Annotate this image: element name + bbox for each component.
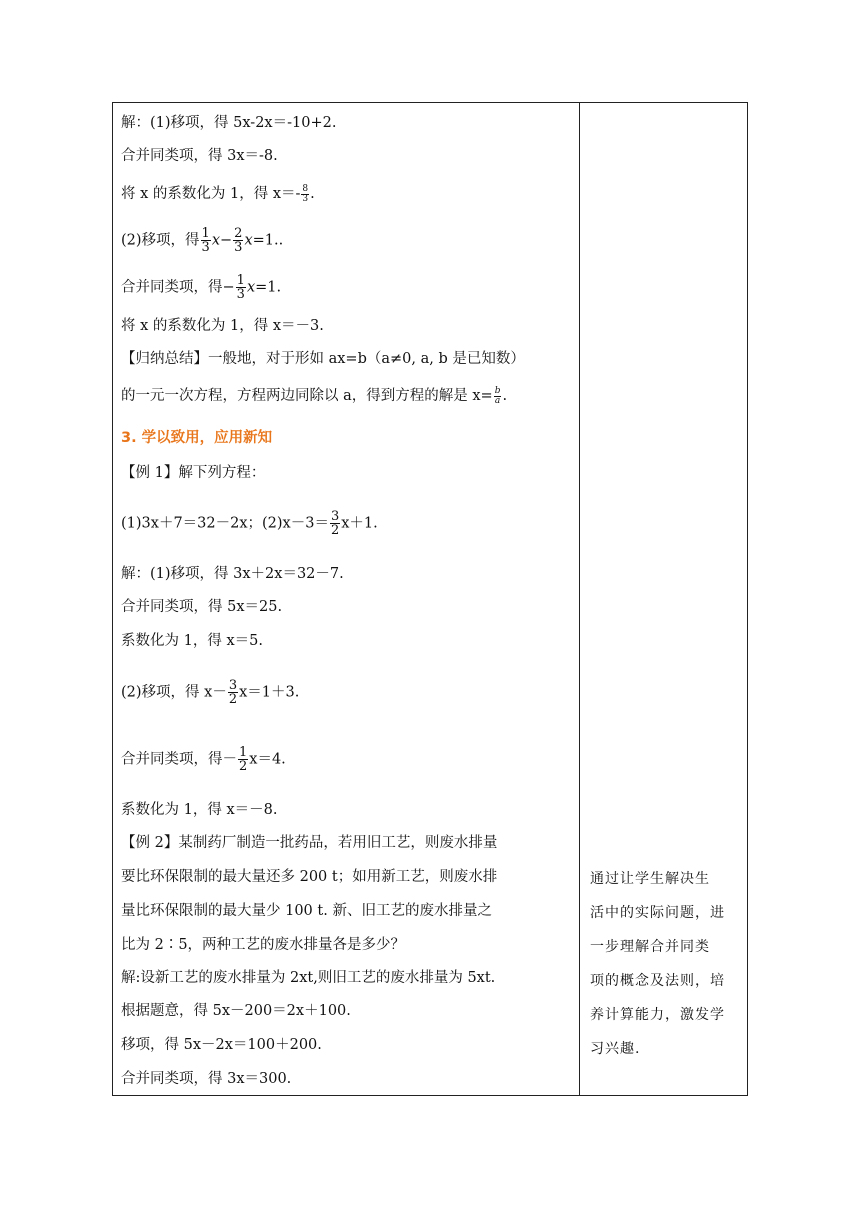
example2-solution-line4: 合并同类项，得 3x＝300. [121,1071,292,1087]
fraction: $\frac{3}{2}$ [228,678,238,707]
solution1-line3: 将 x 的系数化为 1，得 x＝- $\frac{8}{3}$ . [121,183,315,204]
side-note-line: 一步理解合并同类 [590,939,710,955]
example2-solution-line3: 移项，得 5x－2x＝100＋200. [121,1037,322,1053]
section-heading: 3. 学以致用，应用新知 [121,430,273,446]
solution1-line1: 解：(1)移项，得 5x-2x＝-10+2. [121,115,337,131]
lesson-table [112,102,748,1096]
example1-solution-line4: (2)移项，得 x－ $\frac{3}{2}$ x＝1＋3. [121,678,300,707]
side-note-line: 习兴趣. [590,1041,641,1057]
fraction: $\frac{1}{3}$ [236,273,245,302]
side-note-line: 活中的实际问题，进 [590,905,725,921]
fraction: $\frac{1}{2}$ [239,745,248,774]
solution1-line6: 将 x 的系数化为 1，得 x＝－3. [121,318,324,334]
example2-problem-line2: 要比环保限制的最大量还多 200 t；如用新工艺，则废水排 [121,869,498,885]
example1-solution-line3: 系数化为 1，得 x＝5. [121,633,263,649]
column-divider [579,103,580,1095]
example2-problem-line3: 量比环保限制的最大量少 100 t. 新、旧工艺的废水排量之 [121,903,492,919]
solution1-line5: 合并同类项，得− $\frac{1}{3}$ x=1. [121,273,282,302]
example1-solution-line5: 合并同类项，得－ $\frac{1}{2}$ x＝4. [121,745,286,774]
fraction: $\frac{2}{3}$ [234,226,243,255]
side-note-line: 养计算能力，激发学 [590,1007,725,1023]
example1-solution-line6: 系数化为 1，得 x＝－8. [121,802,278,818]
side-note-line: 项的概念及法则，培 [590,973,725,989]
example1-problems: (1)3x＋7＝32－2x；(2)x－3＝ $\frac{3}{2}$ x＋1. [121,509,378,538]
solution1-line4: (2)移项，得 $\frac{1}{3}$ x− $\frac{2}{3}$ x=1.. [121,226,284,255]
fraction: $\frac{3}{2}$ [330,509,340,538]
example1-solution-line1: 解：(1)移项，得 3x＋2x＝32－7. [121,566,344,582]
example2-problem-line4: 比为 2∶5，两种工艺的废水排量各是多少？ [121,937,406,953]
solution1-line2: 合并同类项，得 3x＝-8. [121,148,278,164]
example1-solution-line2: 合并同类项，得 5x＝25. [121,599,283,615]
summary-line2: 的一元一次方程，方程两边同除以 a，得到方程的解是 x= $\frac{b}{a}$ . [121,385,508,406]
fraction: $\frac{b}{a}$ [494,385,501,406]
example2-problem-line1: 【例 2】某制药厂制造一批药品，若用旧工艺，则废水排量 [121,835,498,851]
summary-line1: 【归纳总结】一般地，对于形如 ax=b（a≠0, a, b 是已知数） [121,351,525,367]
fraction: $\frac{1}{3}$ [201,226,210,255]
side-note-line: 通过让学生解决生 [590,871,710,887]
example2-solution-line1: 解:设新工艺的废水排量为 2xt,则旧工艺的废水排量为 5xt. [121,970,496,986]
fraction: $\frac{8}{3}$ [302,183,309,204]
example1-title: 【例 1】解下列方程： [121,465,266,481]
example2-solution-line2: 根据题意，得 5x－200＝2x＋100. [121,1003,351,1019]
